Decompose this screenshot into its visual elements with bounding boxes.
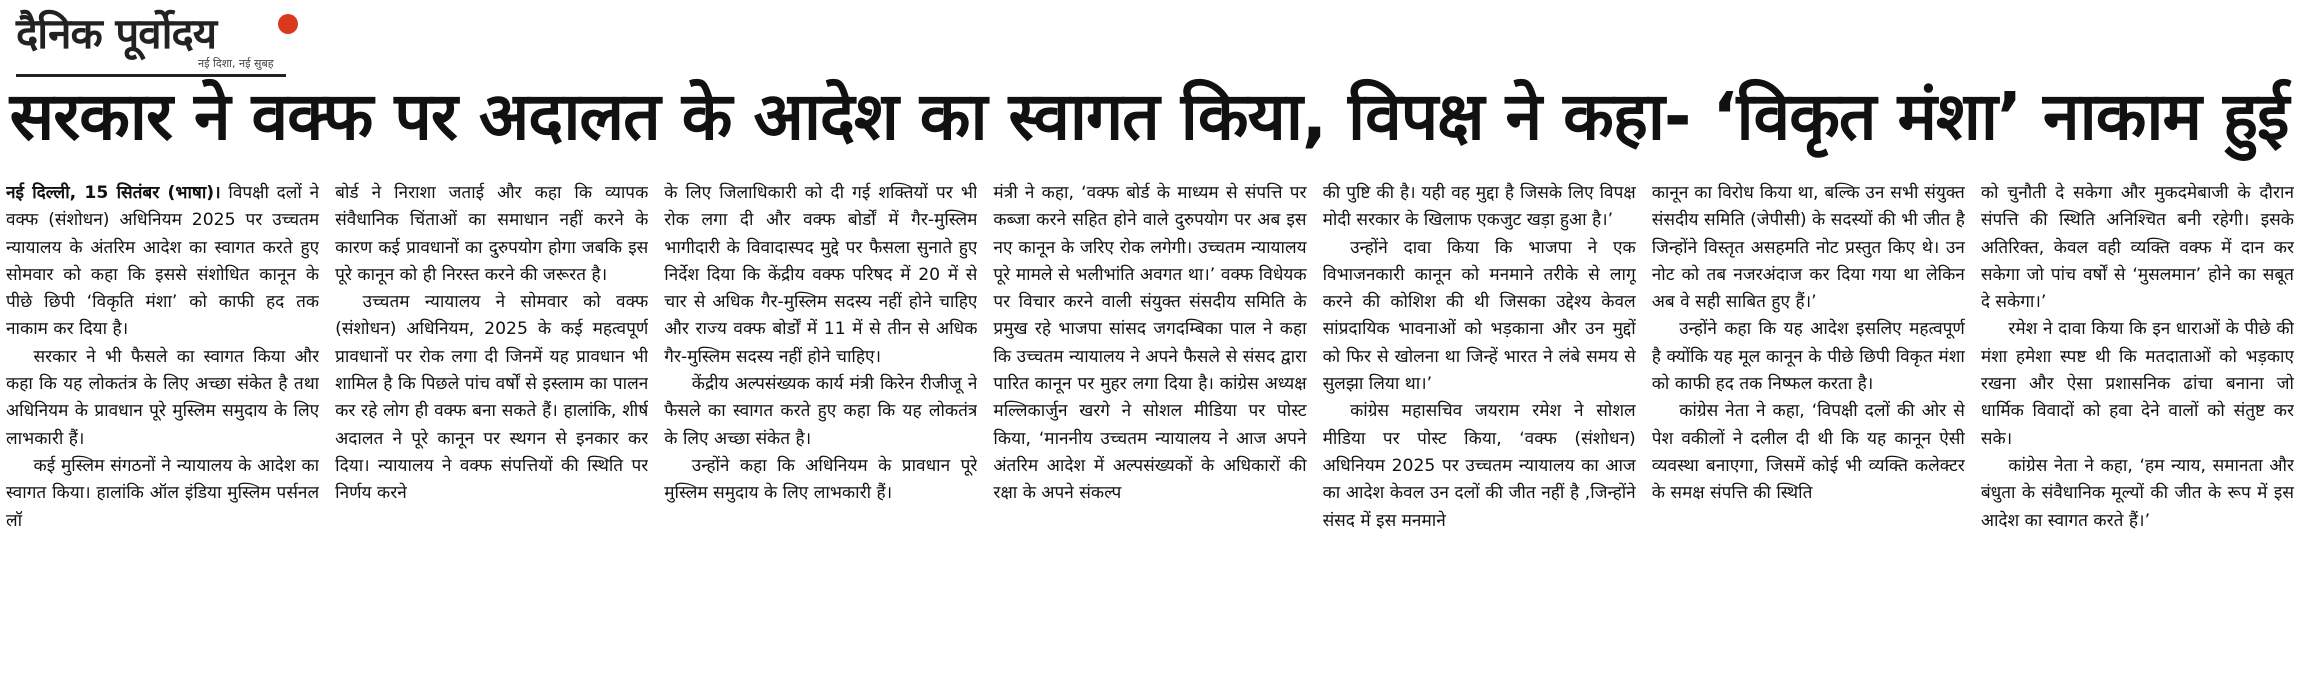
masthead	[8, 4, 308, 82]
article-column-2	[335, 180, 648, 670]
article-headline: सरकार ने वक्फ पर अदालत के आदेश का स्वागत किया, विपक्ष ने कहा- ‘विकृत मंशा’ नाकाम हुई	[9, 78, 2289, 155]
article-paragraph: मंत्री ने कहा, ‘वक्फ बोर्ड के माध्यम से संपत्ति पर कब्जा करने सहित होने वाले दुरुपयोग पर अब इस नए कानून के जरिए रोक लगेगी। उच्चतम न्यायालय पूरे मामले से भलीभांति अवगत था।’ वक्फ विधेयक पर विचार करने वाली संयुक्त संसदीय समिति के प्रमुख रहे भाजपा सांसद जगदम्बिका पाल ने कहा कि उच्चतम न्यायालय ने अपने फैसले से संसद द्वारा पारित कानून पर मुहर लगा दिया है। कांग्रेस अध्यक्ष मल्लिकार्जुन खरगे ने सोशल मीडिया पर पोस्ट किया, ‘माननीय उच्चतम न्यायालय ने आज अपने अंतरिम आदेश में अल्पसंख्यकों के अधिकारों की रक्षा के अपने संकल्प	[993, 183, 1307, 504]
article-column-7	[1981, 180, 2294, 670]
article-dateline: नई दिल्ली, 15 सितंबर (भाषा)।	[6, 183, 221, 203]
article-paragraph: के लिए जिलाधिकारी को दी गई शक्तियों पर भी रोक लगा दी और वक्फ बोर्डों में गैर-मुस्लिम भागीदारी के विवादास्पद मुद्दे पर फैसला सुनाते हुए निर्देश दिया कि केंद्रीय वक्फ परिषद में 20 में से चार से अधिक गैर-मुस्लिम सदस्य नहीं होने चाहिए और राज्य वक्फ बोर्डों में 11 में से तीन से अधिक गैर-मुस्लिम सदस्य नहीं होने चाहिए।	[664, 183, 978, 367]
article-column-3	[664, 180, 977, 670]
article-paragraph: कानून का विरोध किया था, बल्कि उन सभी संयुक्त संसदीय समिति (जेपीसी) के सदस्यों की भी जीत है जिन्होंने विस्तृत असहमति नोट प्रस्तुत किए थे। उन नोट को तब नजरअंदाज कर दिया गया था लेकिन अब वे सही साबित हुए हैं।’	[1651, 183, 1965, 313]
article-paragraph: कांग्रेस नेता ने कहा, ‘हम न्याय, समानता और बंधुता के संवैधानिक मूल्यों की जीत के रूप में इस आदेश का स्वागत करते हैं।’	[1980, 455, 2294, 531]
article-paragraph: उन्होंने कहा कि अधिनियम के प्रावधान पूरे मुस्लिम समुदाय के लिए लाभकारी हैं।	[664, 455, 978, 504]
article-paragraph: उच्चतम न्यायालय ने सोमवार को वक्फ (संशोधन) अधिनियम, 2025 के कई महत्वपूर्ण प्रावधानों पर रोक लगा दी जिनमें यह प्रावधान भी शामिल है कि पिछले पांच वर्षों से इस्लाम का पालन कर रहे लोग ही वक्फ बना सकते हैं। हालांकि, शीर्ष अदालत ने पूरे कानून पर स्थगन से इनकार कर दिया। न्यायालय ने वक्फ संपत्तियों की स्थिति पर निर्णय करने	[335, 292, 649, 504]
newspaper-logo: दैनिक पूर्वोदय	[16, 9, 217, 58]
article-column-6	[1652, 180, 1965, 670]
article-paragraph	[6, 180, 319, 344]
article-paragraph: रमेश ने दावा किया कि इन धाराओं के पीछे की मंशा हमेशा स्पष्ट थी कि मतदाताओं को भड़काए रखना और ऐसा प्रशासनिक ढांचा बनाना जो धार्मिक विवादों को हवा देने वालों को संतुष्ट कर सके।	[1980, 319, 2294, 449]
article-column-1	[6, 180, 319, 670]
article-paragraph: को चुनौती दे सकेगा और मुकदमेबाजी के दौरान संपत्ति की स्थिति अनिश्चित बनी रहेगी। इसके अतिरिक्त, केवल वही व्यक्ति वक्फ में दान कर सकेगा जो पांच वर्षों से ‘मुसलमान’ होने का सबूत दे सकेगा।’	[1980, 183, 2294, 313]
article-paragraph: कांग्रेस नेता ने कहा, ‘विपक्षी दलों की ओर से पेश वकीलों ने दलील दी थी कि यह कानून ऐसी व्यवस्था बनाएगा, जिसमें कोई भी व्यक्ति कलेक्टर के समक्ष संपत्ति की स्थिति	[1651, 401, 1965, 504]
article-column-4	[993, 180, 1306, 670]
article-paragraph: कांग्रेस महासचिव जयराम रमेश ने सोशल मीडिया पर पोस्ट किया, ‘वक्फ (संशोधन) अधिनियम 2025 पर उच्चतम न्यायालय का आज का आदेश केवल उन दलों की जीत नहीं है ,जिन्होंने संसद में इस मनमाने	[1322, 401, 1636, 531]
sun-logo-icon	[278, 14, 298, 34]
article-paragraph: केंद्रीय अल्पसंख्यक कार्य मंत्री किरेन रीजीजू ने फैसले का स्वागत करते हुए कहा कि यह लोकतंत्र के लिए अच्छा संकेत है।	[664, 374, 978, 449]
masthead-rule	[16, 74, 286, 77]
article-paragraph: बोर्ड ने निराशा जताई और कहा कि व्यापक संवैधानिक चिंताओं का समाधान नहीं करने के कारण कई प्रावधानों का दुरुपयोग होगा जबकि इस पूरे कानून को ही निरस्त करने की जरूरत है।	[335, 183, 649, 285]
article-paragraph: उन्होंने कहा कि यह आदेश इसलिए महत्वपूर्ण है क्योंकि यह मूल कानून के पीछे छिपी विकृत मंशा को काफी हद तक निष्फल करता है।	[1651, 319, 1965, 395]
article-column-5	[1323, 180, 1636, 670]
article-paragraph: कई मुस्लिम संगठनों ने न्यायालय के आदेश का स्वागत किया। हालांकि ऑल इंडिया मुस्लिम पर्सनल लॉ	[6, 455, 320, 531]
masthead-tagline: नई दिशा, नई सुबह	[198, 57, 274, 70]
article-body	[6, 180, 2294, 670]
article-paragraph: की पुष्टि की है। यही वह मुद्दा है जिसके लिए विपक्ष मोदी सरकार के खिलाफ एकजुट खड़ा हुआ है।’	[1322, 183, 1636, 231]
article-paragraph: सरकार ने भी फैसले का स्वागत किया और कहा कि यह लोकतंत्र के लिए अच्छा संकेत है तथा अधिनियम के प्रावधान पूरे मुस्लिम समुदाय के लिए लाभकारी हैं।	[6, 346, 320, 449]
article-paragraph: उन्होंने दावा किया कि भाजपा ने एक विभाजनकारी कानून को मनमाने तरीके से लागू करने की कोशिश की थी जिसका उद्देश्य केवल सांप्रदायिक भावनाओं को भड़काना और उन मुद्दों को फिर से खोलना था जिन्हें भारत ने लंबे समय से सुलझा लिया था।’	[1322, 237, 1636, 395]
paragraph-text: विपक्षी दलों ने वक्फ (संशोधन) अधिनियम 2025 पर उच्चतम न्यायालय के अंतरिम आदेश का स्वागत करते हुए सोमवार को कहा कि इससे संशोधित कानून के पीछे छिपी ‘विकृति मंशा’ को काफी हद तक नाकाम कर दिया है।	[6, 183, 320, 340]
